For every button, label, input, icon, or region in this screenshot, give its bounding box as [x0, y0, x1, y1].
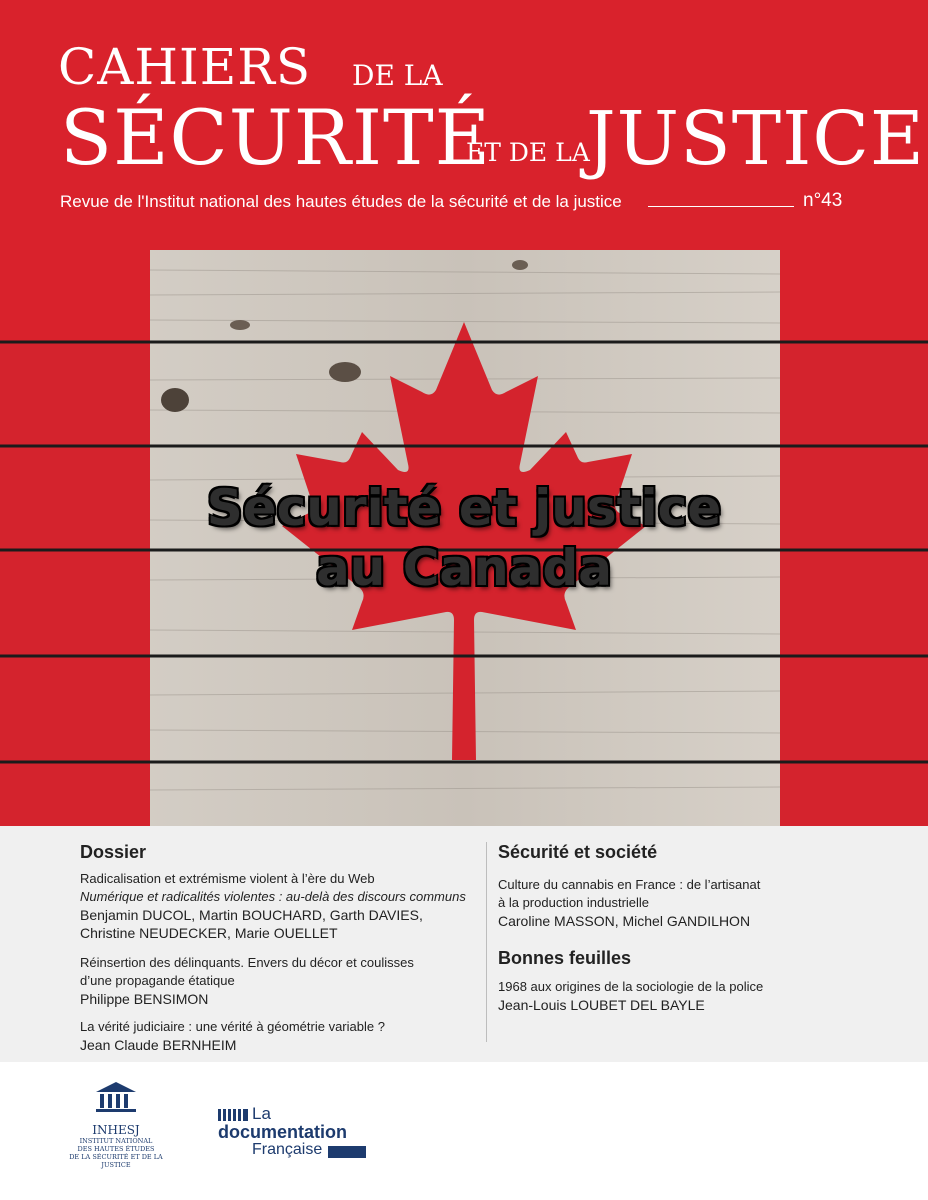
dossier-article-3: [80, 1018, 385, 1054]
article-authors: Philippe BENSIMON: [80, 991, 209, 1007]
institution-building-icon: [94, 1080, 138, 1114]
article-title: à la production industrielle: [498, 895, 650, 910]
article-title: Radicalisation et extrémisme violent à l’ère du Web: [80, 871, 375, 886]
bonnes-feuilles-heading: Bonnes feuilles: [498, 948, 632, 968]
table-of-contents: [0, 826, 928, 1062]
dossier-article-2: [80, 954, 414, 1008]
article-authors: Benjamin DUCOL, Martin BOUCHARD, Garth DAVIES,: [80, 907, 423, 923]
masthead-de-la: DE LA: [352, 59, 443, 92]
article-title: Réinsertion des délinquants. Envers du décor et coulisses: [80, 955, 414, 970]
journal-subtitle: Revue de l'Institut national des hautes études de la sécurité et de la justice: [60, 192, 622, 211]
masthead: [0, 0, 928, 250]
subtitle-divider: [648, 206, 794, 207]
masthead-cahiers: CAHIERS: [58, 38, 312, 96]
la-documentation-francaise-logo: [218, 1104, 378, 1164]
inhesj-name: INHESJ: [92, 1123, 140, 1137]
column-divider: [486, 842, 487, 1042]
ladoc-block: [328, 1146, 366, 1158]
barcode-icon: [218, 1109, 248, 1121]
article-authors: Jean Claude BERNHEIM: [80, 1037, 237, 1053]
bonnes-feuilles-article: [498, 978, 763, 1014]
masthead-justice: JUSTICE: [586, 96, 925, 182]
article-title: d’une propagande étatique: [80, 973, 235, 988]
securite-societe-article: [498, 876, 760, 930]
article-title: 1968 aux origines de la sociologie de la police: [498, 979, 764, 994]
ladoc-documentation: documentation: [218, 1122, 347, 1142]
article-authors: Caroline MASSON, Michel GANDILHON: [498, 913, 751, 929]
inhesj-subtitle: INSTITUT NATIONAL: [79, 1137, 153, 1145]
securite-societe-heading: Sécurité et société: [498, 842, 658, 862]
inhesj-logo: [60, 1080, 172, 1180]
issue-number: n°43: [803, 190, 843, 211]
article-authors: Jean-Louis LOUBET DEL BAYLE: [498, 997, 705, 1013]
cover-headline-line1: Sécurité et justice: [206, 479, 722, 537]
inhesj-subtitle: DES HAUTES ÉTUDES: [77, 1145, 155, 1153]
dossier-article-1: [80, 870, 466, 942]
article-title: Culture du cannabis en France : de l’artisanat: [498, 877, 761, 892]
masthead-et-de-la: ET DE LA: [466, 138, 590, 167]
inhesj-subtitle: DE LA SÉCURITÉ ET DE LA JUSTICE: [69, 1153, 163, 1169]
article-title: La vérité judiciaire : une vérité à géométrie variable ?: [80, 1019, 385, 1034]
article-subtitle: Numérique et radicalités violentes : au-delà des discours communs: [80, 889, 466, 904]
article-authors: Christine NEUDECKER, Marie OUELLET: [80, 925, 338, 941]
dossier-heading: Dossier: [80, 842, 147, 862]
ladoc-la: La: [252, 1104, 271, 1123]
cover-headline-line2: au Canada: [315, 539, 613, 597]
masthead-securite: SÉCURITÉ: [60, 93, 492, 182]
ladoc-francaise: Française: [252, 1141, 323, 1158]
cover-image: [0, 250, 928, 826]
cover-headline: [0, 478, 928, 598]
